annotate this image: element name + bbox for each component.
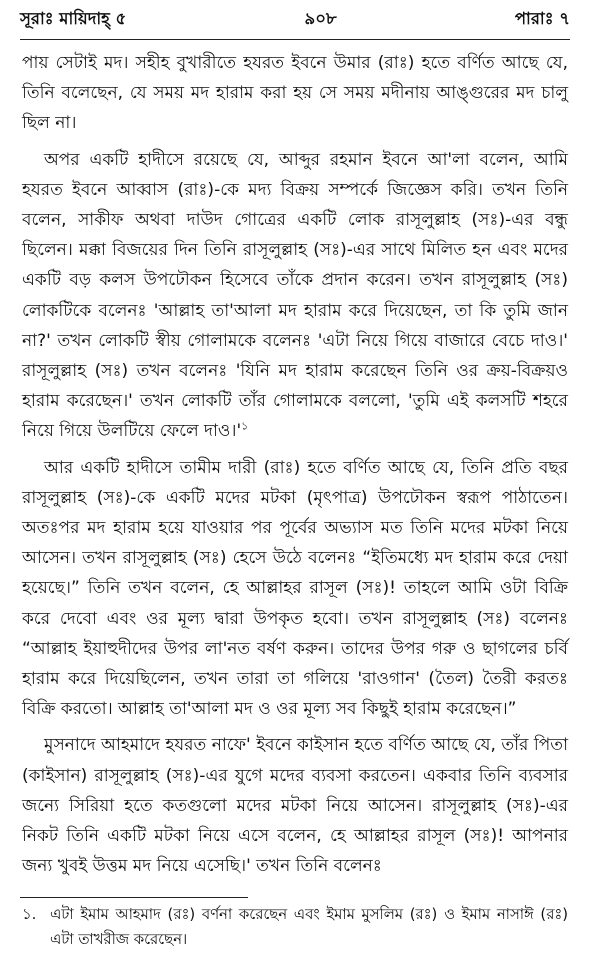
main-text bbox=[22, 48, 568, 881]
footnotes bbox=[22, 902, 568, 952]
header-divider bbox=[20, 39, 570, 40]
page-number: ৯০৮ bbox=[304, 8, 337, 28]
footnote-mark: ১. bbox=[22, 906, 37, 923]
running-header bbox=[20, 2, 570, 36]
paragraph-3: আর একটি হাদীসে তামীম দারী (রাঃ) হতে বর্ণিত আছে যে, তিনি প্রতি বছর রাসূলুল্লাহ (সঃ)-কে একটি মদের মটকা (মৃৎপাত্র) উপঢৌকন স্বরূপ পাঠাতেন। অতঃপর মদ হারাম হয়ে যাওয়ার পর পূর্বের অভ্যাস মত তিনি মদের মটকা নিয়ে আসেন। তখন রাসূলুল্লাহ (সঃ) হেসে উঠে বলেনঃ “ইতিমধ্যে মদ হারাম করে দেয়া হয়েছে।” তিনি তখন বলেন, হে আল্লাহর রাসূল (সঃ)! তাহলে আমি ওটা বিক্রি করে দেবো এবং ওর মূল্য দ্বারা উপকৃত হবো। তখন রাসূলুল্লাহ (সঃ) বলেনঃ “আল্লাহ ইয়াহুদীদের উপর লা'নত বর্ষণ করুন। তাদের উপর গরু ও ছাগলের চর্বি হারাম করে দিয়েছিলেন, তখন তারা তা গলিয়ে 'রাওগান' (তৈল) তৈরী করতঃ বিক্রি করতো। আল্লাহ তা'আলা মদ ও ওর মূল্য সব কিছুই হারাম করেছেন।” bbox=[22, 457, 568, 720]
footnote-divider bbox=[20, 897, 248, 898]
paragraph-2-text: অপর একটি হাদীসে রয়েছে যে, আব্দুর রহমান ইবনে আ'লা বলেন, আমি হযরত ইবনে আব্বাস (রাঃ)-কে মদ্য বিক্রয় সম্পর্কে জিজ্ঞেস করি। তখন তিনি বলেন, সাকীফ অথবা দাউদ গোত্রের একটি লোক রাসূলুল্লাহ (সঃ)-এর বন্ধু ছিলেন। মক্কা বিজয়ের দিন তিনি রাসূলুল্লাহ (সঃ)-এর সাথে মিলিত হন এবং মদের একটি বড় কলস উপঢৌকন হিসেবে তাঁকে প্রদান করেন। তখন রাসূলুল্লাহ (সঃ) লোকটিকে বলেনঃ 'আল্লাহ তা'আলা মদ হারাম করে দিয়েছেন, তা কি তুমি জান না?' তখন লোকটি স্বীয় গোলামকে বলেনঃ 'এটা নিয়ে গিয়ে বাজারে বেচে দাও।' রাসূলুল্লাহ (সঃ) তখন বলেনঃ 'যিনি মদ হারাম করেছেন তিনি ওর ক্রয়-বিক্রয়ও হারাম করেছেন।' তখন লোকটি তাঁর গোলামকে বললো, 'তুমি এই কলসটি শহরে নিয়ে গিয়ে উলটিয়ে ফেলে দাও।' bbox=[22, 149, 568, 442]
footnote-item bbox=[22, 902, 568, 952]
para-label: পারাঃ ৭ bbox=[514, 8, 570, 28]
paragraph-2 bbox=[22, 145, 568, 447]
footnote-reference[interactable]: ১ bbox=[241, 419, 249, 433]
footnote-text: এটা ইমাম আহমাদ (রঃ) বর্ণনা করেছেন এবং ইমাম মুসলিম (রঃ) ও ইমাম নাসাঈ (রঃ) এটা তাখরীজ করেছেন। bbox=[50, 906, 568, 948]
paragraph-1: পায় সেটাই মদ। সহীহ বুখারীতে হযরত ইবনে উমার (রাঃ) হতে বর্ণিত আছে যে, তিনি বলেছেন, যে সময় মদ হারাম করা হয় সে সময় মদীনায় আঙ্গুরের মদ চালু ছিল না। bbox=[22, 53, 568, 134]
paragraph-4: মুসনাদে আহমাদে হযরত নাফে' ইবনে কাইসান হতে বর্ণিত আছে যে, তাঁর পিতা (কাইসান) রাসূলুল্লাহ (সঃ)-এর যুগে মদের ব্যবসা করতেন। একবার তিনি ব্যবসার জন্যে সিরিয়া হতে কতগুলো মদের মটকা নিয়ে আসেন। রাসূলুল্লাহ (সঃ)-এর নিকট তিনি একটি মটকা নিয়ে এসে বলেন, হে আল্লাহর রাসূল (সঃ)! আপনার জন্য খুবই উত্তম মদ নিয়ে এসেছি।' তখন তিনি বলেনঃ bbox=[22, 735, 568, 877]
surah-title: সূরাঃ মায়িদাহ্‌ ৫ bbox=[20, 8, 127, 28]
